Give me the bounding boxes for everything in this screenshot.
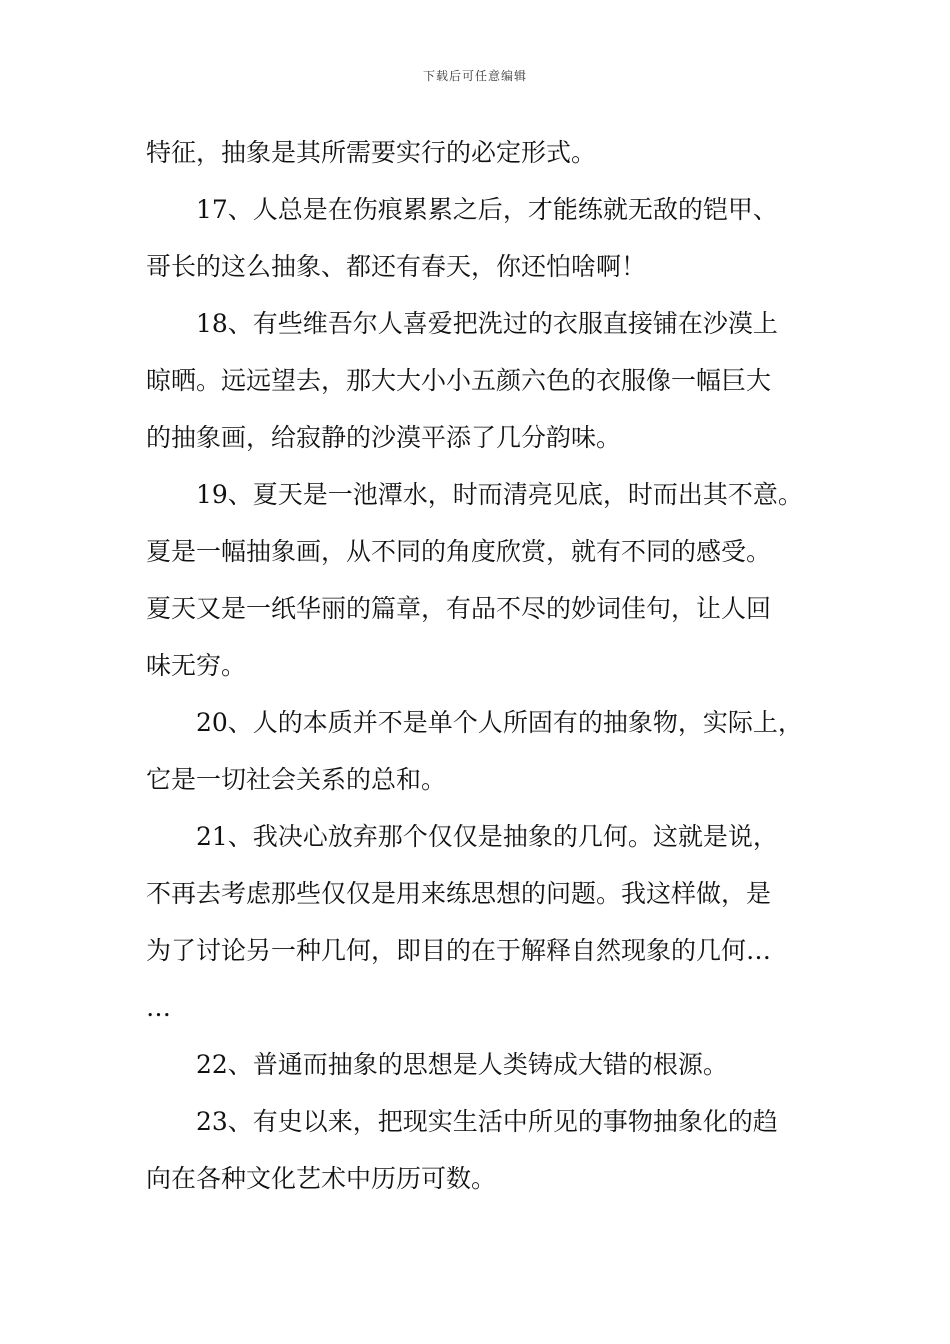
text-line: 向在各种文化艺术中历历可数。 [146, 1164, 497, 1193]
text-line: 22、普通而抽象的思想是人类铸成大错的根源。 [196, 1050, 728, 1079]
text-line: 味无穷。 [146, 651, 247, 680]
text-line: 17、人总是在伤痕累累之后，才能练就无敌的铠甲、 [196, 195, 778, 224]
text-line: 23、有史以来，把现实生活中所见的事物抽象化的趋 [196, 1107, 778, 1136]
text-line: 为了讨论另一种几何，即目的在于解释自然现象的几何… [146, 936, 772, 965]
text-line: 哥长的这么抽象、都还有春天，你还怕啥啊！ [146, 252, 647, 281]
page-header: 下载后可任意编辑 [422, 69, 527, 83]
text-line: 特征，抽象是其所需要实行的必定形式。 [146, 138, 597, 167]
text-line: 的抽象画，给寂静的沙漠平添了几分韵味。 [146, 423, 622, 452]
text-line: 夏天又是一纸华丽的篇章，有品不尽的妙词佳句，让人回 [146, 594, 772, 623]
text-line: … [146, 993, 171, 1022]
text-line: 20、人的本质并不是单个人所固有的抽象物，实际上， [196, 708, 803, 737]
text-line: 21、我决心放弃那个仅仅是抽象的几何。这就是说， [196, 822, 778, 851]
text-line: 夏是一幅抽象画，从不同的角度欣赏，就有不同的感受。 [146, 537, 772, 566]
text-line: 它是一切社会关系的总和。 [146, 765, 447, 794]
text-line: 不再去考虑那些仅仅是用来练思想的问题。我这样做，是 [146, 879, 772, 908]
text-line: 晾晒。远远望去，那大大小小五颜六色的衣服像一幅巨大 [146, 366, 772, 395]
text-line: 19、夏天是一池潭水，时而清亮见底，时而出其不意。 [196, 480, 803, 509]
text-line: 18、有些维吾尔人喜爱把洗过的衣服直接铺在沙漠上 [196, 309, 778, 338]
